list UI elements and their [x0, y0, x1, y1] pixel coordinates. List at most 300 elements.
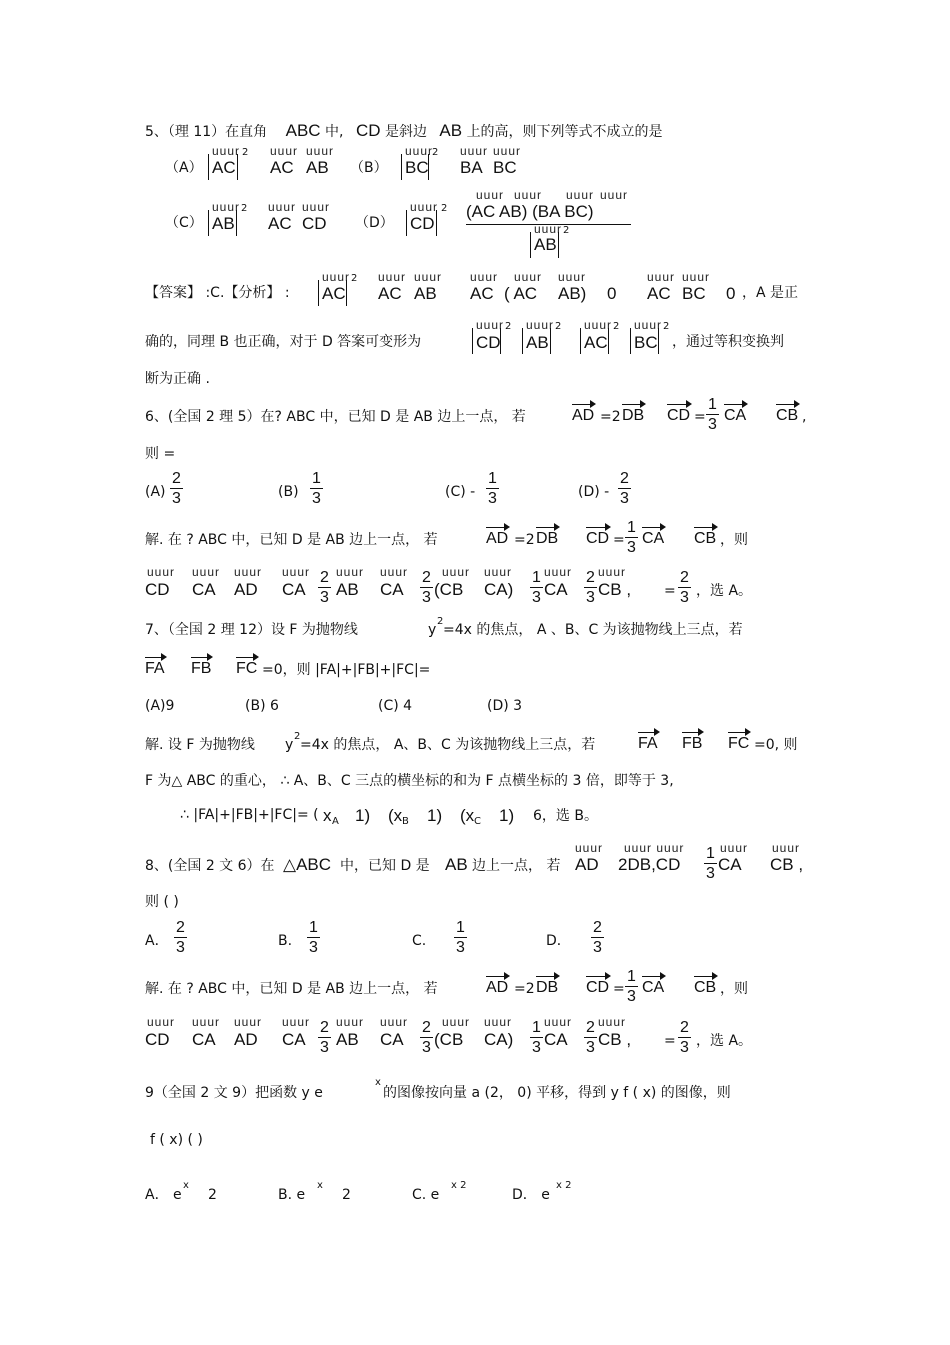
q6-solution-text: 解. 在 ? ABC 中，已知 D 是 AB 边上一点， 若 — [145, 532, 438, 548]
frac-den: 3 — [532, 589, 541, 606]
arrow-mark: uuur — [566, 188, 595, 202]
frac-den: 3 — [320, 589, 329, 606]
vec-db: DB — [622, 407, 645, 424]
q6-vec-db — [622, 405, 644, 425]
q6-answer-tail: ，选 A。 — [696, 583, 753, 599]
fraction — [454, 918, 467, 957]
q8-mid: 中，已知 D 是 — [340, 858, 430, 874]
q8-optC: C. — [412, 933, 427, 949]
sq-sup: 2 — [432, 147, 439, 158]
frac-den: 3 — [312, 490, 321, 507]
q5-optC-label: （C） — [165, 215, 203, 231]
abs-bar — [472, 328, 473, 354]
frac-num: 1 — [312, 470, 321, 487]
abs-bar — [436, 210, 437, 236]
q7-solution-d: ∴ |FA|+|FB|+|FC|= ( — [180, 807, 319, 823]
frac-den: 3 — [532, 1039, 541, 1056]
arrow-mark: uuur — [484, 1015, 513, 1029]
q5-line2-sq: CD — [476, 333, 501, 352]
abs-bar — [236, 210, 237, 236]
fraction — [530, 1018, 543, 1057]
fraction — [678, 568, 691, 607]
calc-term: CB , — [598, 1030, 632, 1049]
vec-ad: AD — [572, 407, 595, 424]
calc-term: (CB — [434, 580, 464, 599]
sq-sup: 2 — [563, 225, 570, 236]
frac-num: 2 — [593, 919, 602, 936]
calc-term: CA) — [484, 580, 514, 599]
vec-cb: CB — [776, 407, 799, 424]
frac-den: 3 — [627, 988, 636, 1005]
vec-db: DB — [536, 979, 559, 996]
fraction — [486, 469, 499, 508]
q5-mid1: 中, — [325, 124, 344, 140]
abs-bar — [522, 328, 523, 354]
q7-answer: 6，选 B。 — [533, 808, 598, 824]
calc-term: CD — [145, 1030, 170, 1049]
q5-optA-r2: AB — [306, 158, 329, 177]
q8-cb: CB , — [770, 855, 804, 874]
frac-den: 3 — [680, 1039, 689, 1056]
fraction — [678, 1018, 691, 1057]
q8-optD: D． — [546, 933, 571, 949]
arrow-mark: uuur — [192, 565, 221, 579]
q7-stem: 7、（全国 2 理 12）设 F 为抛物线 — [145, 622, 358, 638]
q7-optA: (A)9 — [145, 698, 175, 714]
frac-den: 3 — [176, 939, 185, 956]
q7-xc: (x — [460, 806, 475, 825]
q9-optD: D． e — [512, 1187, 550, 1203]
q5-optD-sq: CD — [410, 214, 435, 233]
calc-eq: = — [664, 1033, 676, 1049]
q5-line2-sq: AC — [584, 333, 608, 352]
frac-den: 3 — [620, 490, 629, 507]
q5-line3: 断为正确 . — [145, 371, 210, 387]
arrow-mark: uuur — [484, 565, 513, 579]
arrow-mark: uuur — [598, 1015, 627, 1029]
q8-then: 则 ( ) — [145, 894, 179, 910]
arrow-mark: uuur — [378, 270, 407, 284]
arrow-mark: uuur — [380, 1015, 409, 1029]
arrow-mark: uuur — [192, 1015, 221, 1029]
q7-sol-eq0: =0, 则 — [754, 737, 798, 753]
q7-sub-c: C — [474, 816, 481, 827]
q5-line2-sq: BC — [634, 333, 658, 352]
q5-optD-label: （D） — [355, 215, 394, 231]
calc-term: CA) — [484, 1030, 514, 1049]
arrow-mark: uuur — [470, 270, 499, 284]
frac-num: 1 — [488, 470, 497, 487]
arrow-mark: uuur — [212, 144, 241, 158]
q9-optB: B. e — [278, 1187, 306, 1203]
frac-den: 3 — [708, 416, 717, 433]
vec-fa: FA — [638, 735, 658, 752]
q7-sup2: 2 — [437, 616, 444, 627]
q5-line2-sq: AB — [526, 333, 549, 352]
q5-optB-sq: BC — [405, 158, 429, 177]
fraction — [706, 395, 719, 434]
q5-ans-term: AC — [647, 284, 671, 303]
arrow-mark: uuur — [534, 222, 563, 236]
frac-num: 2 — [172, 470, 181, 487]
arrow-mark: uuur — [598, 565, 627, 579]
frac-den: 3 — [680, 589, 689, 606]
vec-cd: CD — [586, 979, 610, 996]
frac-num: 2 — [320, 1019, 329, 1036]
sq-sup: 2 — [505, 321, 512, 332]
q5-mid2: 是斜边 — [384, 124, 427, 140]
q7-sub-a: A — [332, 816, 339, 827]
arrow-mark: uuur — [147, 1015, 176, 1029]
q7-optC: (C) 4 — [378, 698, 413, 714]
frac-num: 2 — [680, 1019, 689, 1036]
q5-ans-term: 0 — [726, 284, 736, 303]
arrow-mark: uuur — [405, 144, 434, 158]
q5-optA-label: （A） — [165, 160, 203, 176]
vec-ad: AD — [486, 979, 509, 996]
fraction — [584, 568, 597, 607]
calc-term: CB , — [598, 580, 632, 599]
abs-bar — [608, 328, 609, 354]
abs-bar — [208, 210, 209, 236]
calc-term: AD — [234, 1030, 258, 1049]
fraction — [530, 568, 543, 607]
q7-xb: (x — [388, 806, 403, 825]
q7-y: y — [285, 737, 294, 753]
q9-optA-tail: 2 — [208, 1187, 217, 1203]
frac-den: 3 — [320, 1039, 329, 1056]
arrow-mark: uuur — [336, 1015, 365, 1029]
vec-fc: FC — [236, 660, 258, 677]
q7-one: 1) — [355, 806, 371, 825]
q9-optB-sup: x — [317, 1180, 323, 1191]
calc-term: AB — [336, 580, 359, 599]
q5-optB-label: （B） — [350, 160, 388, 176]
frac-den: 3 — [586, 589, 595, 606]
arrow-mark: uuur — [282, 1015, 311, 1029]
frac-den: 3 — [627, 539, 636, 556]
abs-bar — [208, 154, 209, 180]
frac-den: 3 — [172, 490, 181, 507]
frac-num: 1 — [627, 519, 636, 536]
q5-mid3: 上的高，则下列等式不成立的是 — [466, 124, 663, 140]
q5-cd: CD — [355, 121, 381, 140]
fraction — [310, 469, 323, 508]
q6-vec-cd — [667, 405, 690, 425]
abs-bar — [530, 232, 531, 258]
q8-solution-text: 解. 在 ? ABC 中，已知 D 是 AB 边上一点， 若 — [145, 981, 438, 997]
calc-term: (CB — [434, 1030, 464, 1049]
calc-term: CA — [380, 580, 404, 599]
arrow-mark: uuur — [584, 318, 613, 332]
fraction — [420, 1018, 433, 1057]
sq-sup: 2 — [241, 203, 248, 214]
q7-solution-c: F 为△ ABC 的重心， ∴ A、B、C 三点的横坐标的和为 F 点横坐标的 3 倍，即等于 3, — [145, 773, 674, 789]
q6-comma: , — [802, 409, 807, 425]
q5-optD-numerator: (AC AB) (BA BC) — [466, 202, 594, 221]
calc-term: AB — [336, 1030, 359, 1049]
q7-solution-b: =4x 的焦点， A、B、C 为该抛物线上三点，若 — [300, 737, 596, 753]
frac-num: 2 — [586, 569, 595, 586]
q5-ans-term: 0 — [607, 284, 617, 303]
q5-ans-term: AB — [414, 284, 437, 303]
q5-ans-term: BC — [682, 284, 706, 303]
frac-num: 1 — [708, 396, 717, 413]
arrow-mark: uuur — [234, 565, 263, 579]
q8-mid2: 边上一点， 若 — [472, 858, 561, 874]
frac-den: 3 — [456, 939, 465, 956]
sq-sup: 2 — [242, 147, 249, 158]
q9-mid: 的图像按向量 a (2， 0) 平移，得到 y f ( x) 的图像，则 — [383, 1085, 731, 1101]
q6-eq: = — [613, 532, 625, 548]
fraction — [625, 518, 638, 557]
q5-optA-sq: AC — [212, 158, 236, 177]
q5-stem-text: 5、（理 11）在直角 — [145, 124, 268, 140]
q7-one: 1) — [499, 806, 515, 825]
q7-xa: x — [323, 806, 332, 825]
q7-eq0: =0，则 |FA|+|FB|+|FC|= — [262, 662, 431, 678]
q7-one: 1) — [427, 806, 443, 825]
calc-term: CA — [544, 580, 568, 599]
arrow-mark: uuur — [647, 270, 676, 284]
frac-den: 3 — [593, 939, 602, 956]
sq-sup: 2 — [613, 321, 620, 332]
abs-bar — [630, 328, 631, 354]
arrow-mark: uuur — [493, 144, 522, 158]
arrow-mark: uuur — [526, 318, 555, 332]
arrow-mark: uuur — [720, 841, 749, 855]
fraction — [584, 1018, 597, 1057]
q5-line2-text: 确的，同理 B 也正确，对于 D 答案可变形为 — [145, 334, 422, 350]
arrow-mark: uuur — [322, 270, 351, 284]
q7-rest: =4x 的焦点， A 、B、C 为该抛物线上三点，若 — [443, 622, 743, 638]
q8-ad: AD — [575, 855, 599, 874]
frac-num: 2 — [422, 1019, 431, 1036]
q5-answer-label: 【答案】 :C.【分析】 : — [145, 285, 290, 301]
frac-num: 2 — [586, 1019, 595, 1036]
arrow-mark: uuur — [306, 144, 335, 158]
q6-eq2: =2 — [514, 532, 535, 548]
abs-bar — [658, 328, 659, 354]
abs-bar — [237, 154, 238, 180]
arrow-mark: uuur — [336, 565, 365, 579]
arrow-mark: uuur — [772, 841, 801, 855]
vec-cd: CD — [667, 407, 691, 424]
frac-num: 1 — [706, 845, 715, 862]
frac-den: 3 — [422, 589, 431, 606]
frac-den: 3 — [309, 939, 318, 956]
q7-solution-a: 解. 设 F 为抛物线 — [145, 737, 255, 753]
frac-num: 1 — [456, 919, 465, 936]
calc-term: CA — [192, 1030, 216, 1049]
frac-den: 3 — [586, 1039, 595, 1056]
frac-num: 2 — [620, 470, 629, 487]
arrow-mark: uuur — [476, 318, 505, 332]
abs-bar — [550, 328, 551, 354]
arrow-mark: uuur — [212, 200, 241, 214]
sq-sup: 2 — [555, 321, 562, 332]
abs-bar — [401, 154, 402, 180]
q6-optC: (C) - — [445, 484, 476, 500]
arrow-mark: uuur — [682, 270, 711, 284]
q8-eq2: =2 — [514, 981, 535, 997]
arrow-mark: uuur — [410, 200, 439, 214]
arrow-mark: uuur — [544, 565, 573, 579]
q5-ans-term: AC — [378, 284, 402, 303]
vec-ca: CA — [642, 530, 665, 547]
fraction — [625, 967, 638, 1006]
vec-db: DB — [536, 530, 559, 547]
q8-ca: CA — [718, 855, 742, 874]
vec-cb: CB — [694, 530, 717, 547]
q8-ab: AB — [445, 855, 468, 874]
q6-vec-cb — [776, 405, 798, 425]
frac-den: 3 — [422, 1039, 431, 1056]
fraction — [591, 918, 604, 957]
q8-triangle: △ABC — [283, 855, 332, 874]
abs-bar — [428, 154, 429, 180]
vec-fa: FA — [145, 660, 165, 677]
fraction — [170, 469, 183, 508]
frac-num: 1 — [309, 919, 318, 936]
q5-ans-term: AB) — [558, 284, 587, 303]
q9-optC-sup: x 2 — [451, 1180, 467, 1191]
sq-sup: 2 — [441, 203, 448, 214]
q5-optC-r2: CD — [302, 214, 327, 233]
arrow-mark: uuur — [147, 565, 176, 579]
q6-then: 则 = — [145, 446, 176, 462]
q6-eq: = — [694, 409, 706, 425]
arrow-mark: uuur — [544, 1015, 573, 1029]
frac-den: 3 — [706, 865, 715, 882]
q5-ans-term: ( AC — [504, 284, 538, 303]
abs-bar — [500, 328, 501, 354]
q6-vec-ca — [724, 405, 746, 425]
calc-term: CA — [282, 1030, 306, 1049]
frac-num: 2 — [422, 569, 431, 586]
q5-stem — [145, 121, 663, 142]
q9-optB-tail: 2 — [342, 1187, 351, 1203]
vec-fc: FC — [728, 735, 750, 752]
vec-ad: AD — [486, 530, 509, 547]
q6-optA: (A) — [145, 484, 166, 500]
calc-eq: = — [664, 583, 676, 599]
calc-term: CD — [145, 580, 170, 599]
q6-optD: (D) - — [578, 484, 610, 500]
arrow-mark: uuur uuur — [624, 841, 685, 855]
q8-db-cd: 2DB,CD — [618, 855, 681, 874]
vec-fb: FB — [191, 660, 212, 677]
fraction — [318, 1018, 331, 1057]
q6-eq2: =2 — [600, 409, 621, 425]
frac-den: 3 — [488, 490, 497, 507]
fraction — [174, 918, 187, 957]
q5-ans-tail: ，A 是正 — [742, 285, 799, 301]
vec-cb: CB — [694, 979, 717, 996]
q9-fx: f ( x) ( ) — [150, 1132, 203, 1148]
q7-sub-b: B — [402, 816, 409, 827]
frac-num: 1 — [627, 968, 636, 985]
arrow-mark: uuur — [302, 200, 331, 214]
q6-optB: (B) — [278, 484, 299, 500]
q7-optD: (D) 3 — [487, 698, 523, 714]
sq-sup: 2 — [663, 321, 670, 332]
arrow-mark: uuur — [514, 188, 543, 202]
q6-stem: 6、(全国 2 理 5）在? ABC 中，已知 D 是 AB 边上一点， 若 — [145, 409, 526, 425]
arrow-mark: uuur — [414, 270, 443, 284]
arrow-mark: uuur — [442, 565, 471, 579]
q9-optA: A． e — [145, 1187, 182, 1203]
sq-sup: 2 — [351, 273, 358, 284]
arrow-mark: uuur — [600, 188, 629, 202]
q5-optA-r1: AC — [270, 158, 294, 177]
arrow-mark: uuur — [270, 144, 299, 158]
frac-num: 1 — [532, 569, 541, 586]
q5-optC-sq: AB — [212, 214, 235, 233]
arrow-mark: uuur — [234, 1015, 263, 1029]
abs-bar — [580, 328, 581, 354]
q9-optD-sup: x 2 — [556, 1180, 572, 1191]
abs-bar — [346, 280, 347, 306]
frac-num: 2 — [680, 569, 689, 586]
arrow-mark: uuur — [268, 200, 297, 214]
frac-num: 2 — [176, 919, 185, 936]
abs-bar — [558, 232, 559, 258]
q6-frac-1-3 — [704, 395, 721, 434]
vec-cd: CD — [586, 530, 610, 547]
q8-then2: ，则 — [720, 981, 748, 997]
q5-ans-sq: AC — [322, 284, 346, 303]
arrow-mark: uuur — [380, 565, 409, 579]
fraction — [704, 844, 717, 883]
q5-optB-r2: BC — [493, 158, 517, 177]
frac-num: 1 — [532, 1019, 541, 1036]
arrow-mark: uuur — [514, 270, 543, 284]
q5-ans-term: AC — [470, 284, 494, 303]
q7-optB: (B) 6 — [245, 698, 279, 714]
calc-term: CA — [380, 1030, 404, 1049]
arrow-mark: uuur — [558, 270, 587, 284]
calc-term: AD — [234, 580, 258, 599]
fraction — [420, 568, 433, 607]
q9-optC: C. e — [412, 1187, 440, 1203]
q8-eq: = — [613, 981, 625, 997]
q5-abc: ABC — [285, 121, 321, 140]
calc-term: CA — [544, 1030, 568, 1049]
q8-optA: A． — [145, 933, 169, 949]
arrow-mark: uuur — [476, 188, 505, 202]
q5-optB-r1: BA — [460, 158, 483, 177]
q8-answer-tail: ，选 A。 — [696, 1033, 753, 1049]
vec-ca: CA — [642, 979, 665, 996]
vec-fb: FB — [682, 735, 703, 752]
q5-ab: AB — [439, 121, 463, 140]
fraction — [318, 568, 331, 607]
q5-optC-r1: AC — [268, 214, 292, 233]
vec-ca: CA — [724, 407, 747, 424]
abs-bar — [318, 280, 319, 306]
arrow-mark: uuur — [442, 1015, 471, 1029]
q8-stem: 8、(全国 2 文 6）在 — [145, 858, 275, 874]
arrow-mark: uuur — [282, 565, 311, 579]
q8-optB: B. — [278, 933, 293, 949]
arrow-mark: uuur — [634, 318, 663, 332]
q5-line2-tail: ，通过等积变换判 — [672, 334, 784, 350]
q9-optA-sup: x — [183, 1180, 189, 1191]
fraction — [618, 469, 631, 508]
q6-then2: ，则 — [720, 532, 748, 548]
q6-vec-ad — [572, 405, 594, 425]
